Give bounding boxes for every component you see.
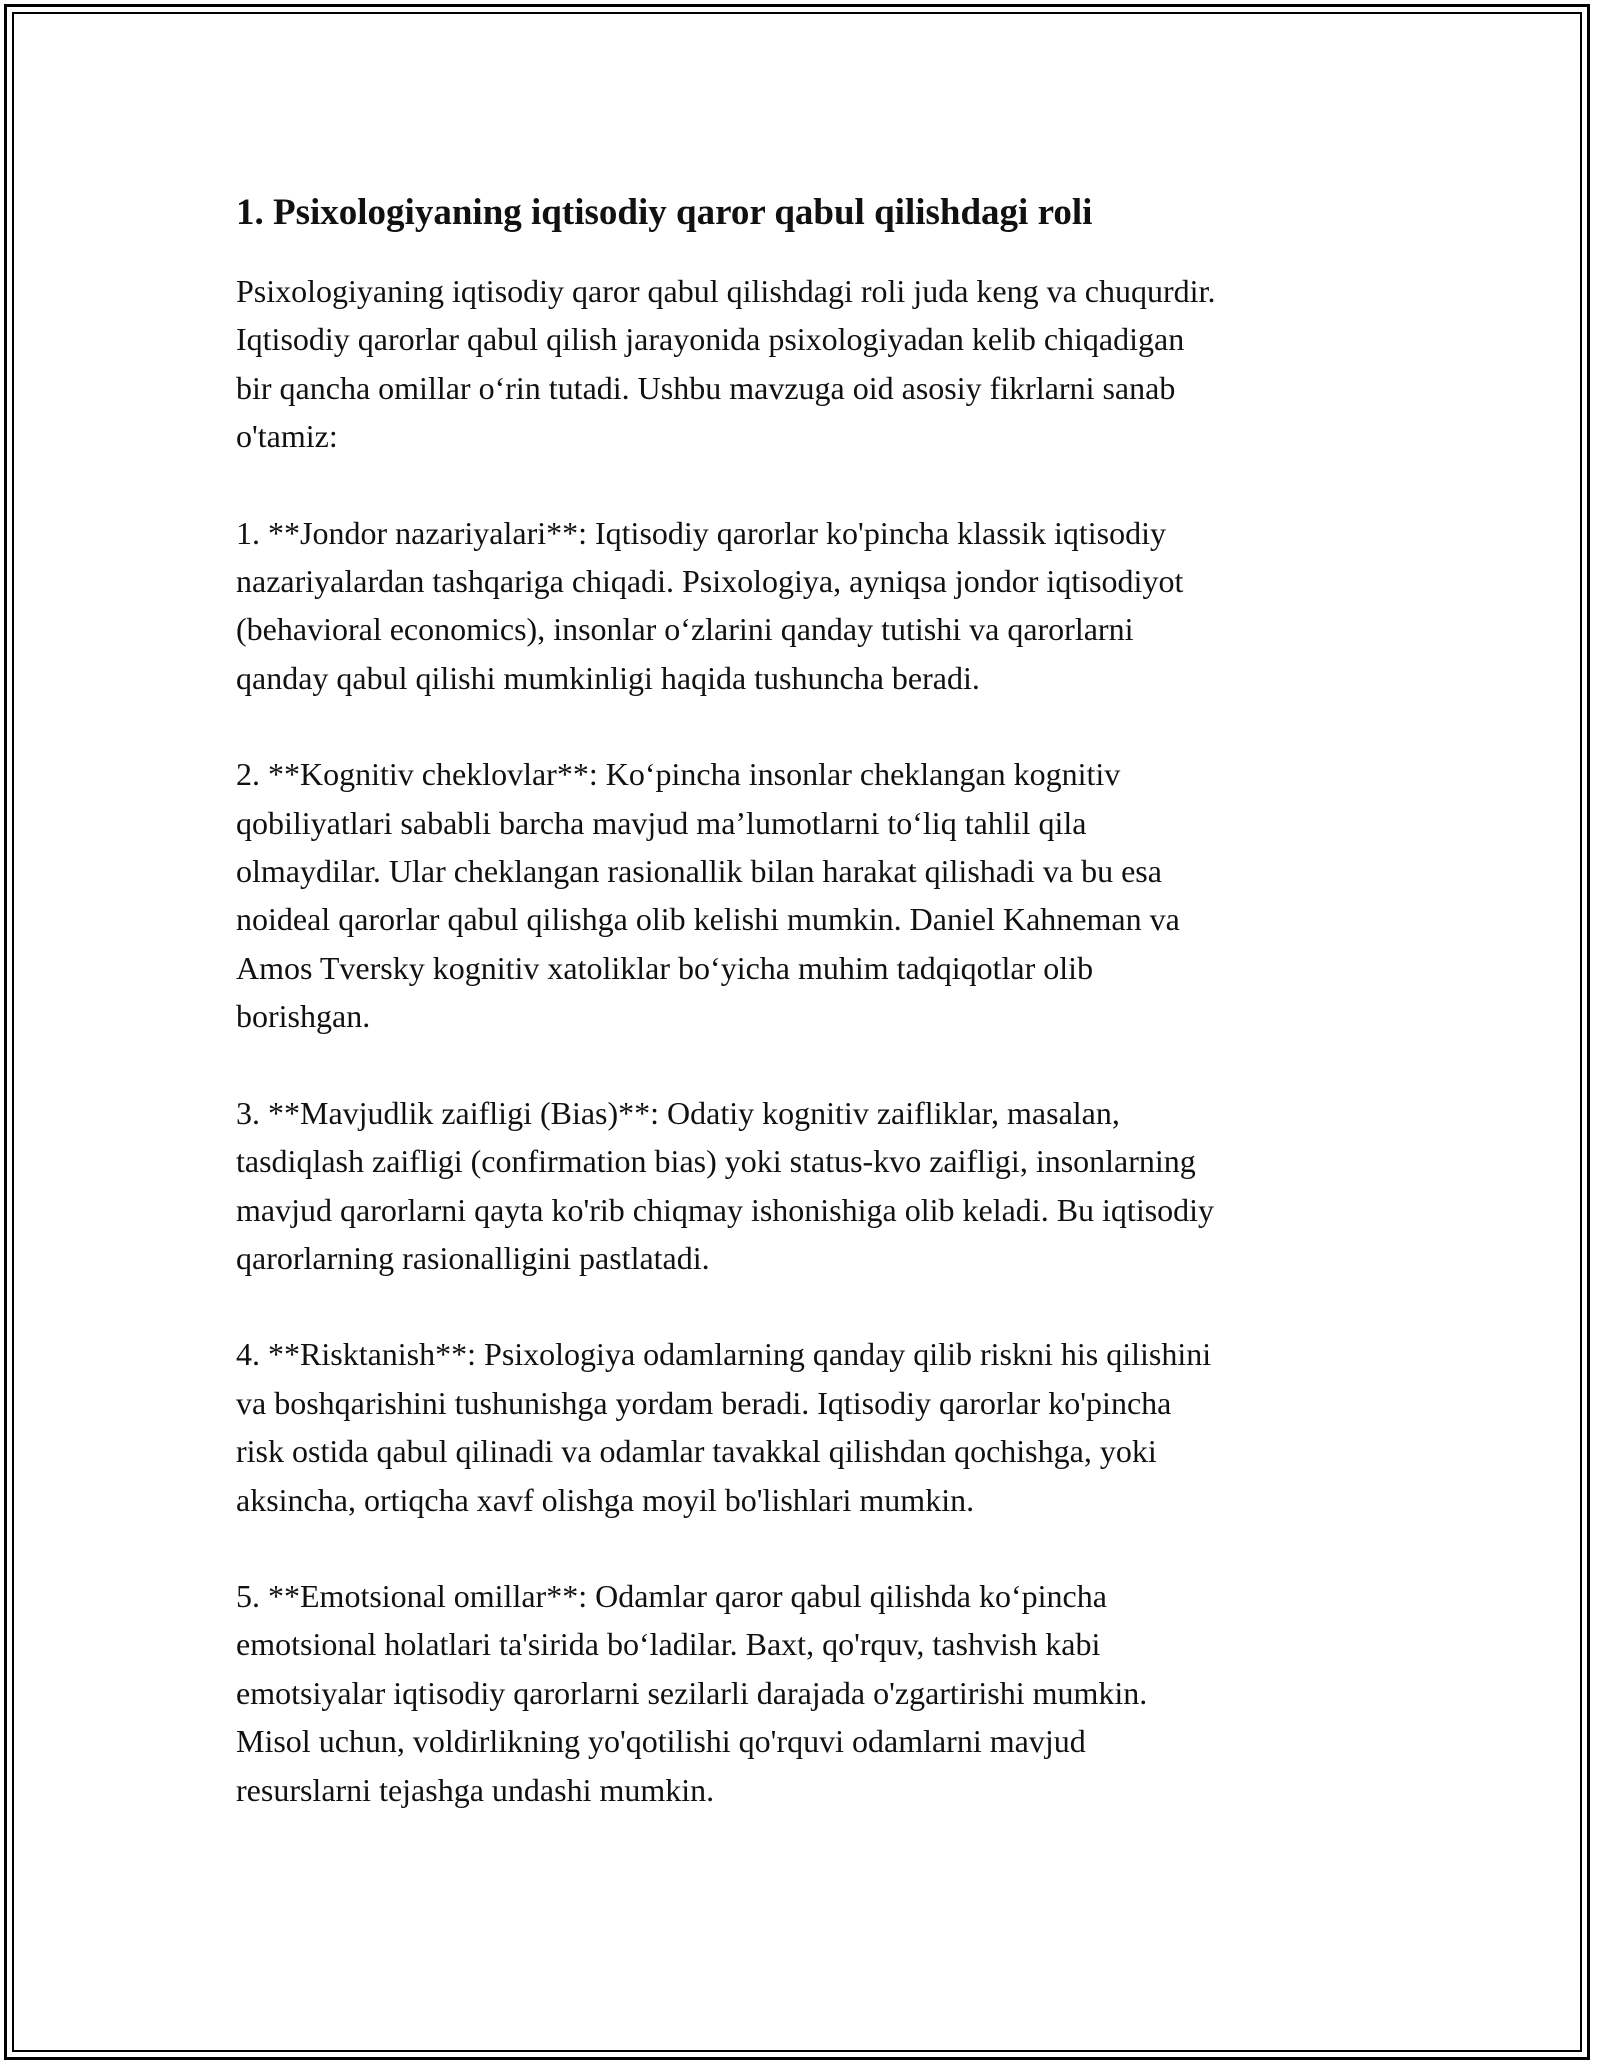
- list-item-jondor-nazariyalari: 1. **Jondor nazariyalari**: Iqtisodiy qarorlar ko'pincha klassik iqtisodiy nazariyalardan tashqariga chiqadi. Psixologiya, ayniqsa jondor iqtisodiyot (behavioral economics), insonlar o‘zlarini qanday tutishi va qarorlarni qanday qabul qilishi mumkinligi haqida tushuncha beradi.: [236, 514, 1184, 696]
- list-item-mavjudlik-zaifligi: 3. **Mavjudlik zaifligi (Bias)**: Odatiy kognitiv zaifliklar, masalan, tasdiqlash zaifligi (confirmation bias) yoki status-kvo zaifligi, insonlarning mavjud qarorlarni qayta ko'rib chiqmay ishonishiga olib keladi. Bu iqtisodiy qarorlarning rasionalligini pastlatadi.: [236, 1094, 1215, 1276]
- list-item-emotsional-omillar: 5. **Emotsional omillar**: Odamlar qaror qabul qilishda ko‘pincha emotsional holatlari ta'sirida bo‘ladilar. Baxt, qo'rquv, tashvish kabi emotsiyalar iqtisodiy qarorlarni sezilarli darajada o'zgartirishi mumkin. Misol uchun, voldirlikning yo'qotilishi qo'rquvi odamlarni mavjud resurslarni tejashga undashi mumkin.: [236, 1577, 1148, 1808]
- document-body: [236, 187, 1371, 1862]
- list-item-risktanish: 4. **Risktanish**: Psixologiya odamlarning qanday qilib riskni his qilishini va boshqarishini tushunishga yordam beradi. Iqtisodiy qarorlar ko'pincha risk ostida qabul qilinadi va odamlar tavakkal qilishdan qochishga, yoki aksincha, ortiqcha xavf olishga moyil bo'lishlari mumkin.: [236, 1336, 1212, 1518]
- document-title: 1. Psixologiyaning iqtisodiy qaror qabul qilishdagi roli: [236, 192, 1093, 233]
- list-item-kognitiv-cheklovlar: 2. **Kognitiv cheklovlar**: Ko‘pincha insonlar cheklangan kognitiv qobiliyatlari sababli barcha mavjud ma’lumotlarni to‘liq tahlil qila olmaydilar. Ular cheklangan rasionallik bilan harakat qilishadi va bu esa noideal qarorlar qabul qilishga olib kelishi mumkin. Daniel Kahneman va Amos Tversky kognitiv xatoliklar bo‘yicha muhim tadqiqotlar olib borishgan.: [236, 756, 1180, 1035]
- intro-paragraph: Psixologiyaning iqtisodiy qaror qabul qilishdagi roli juda keng va chuqurdir. Iqtisodiy qarorlar qabul qilish jarayonida psixologiyadan kelib chiqadigan bir qancha omillar o‘rin tutadi. Ushbu mavzuga oid asosiy fikrlarni sanab o'tamiz:: [236, 273, 1216, 455]
